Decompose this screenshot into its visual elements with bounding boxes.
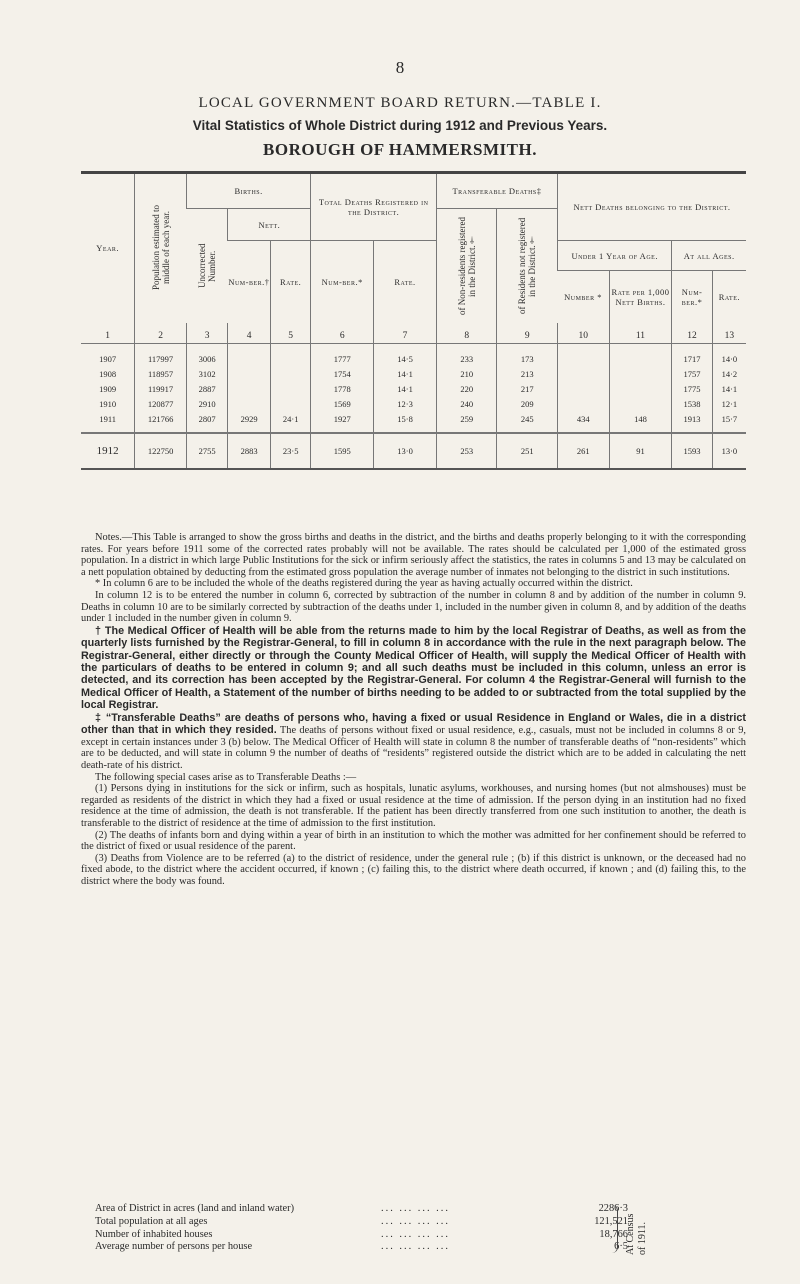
header-births-number: Num-ber.† xyxy=(228,276,270,287)
persons-per-house-value: 6·5 xyxy=(614,1241,628,1253)
report-subtitle: Vital Statistics of Whole District during 1912 and Previous Years. xyxy=(192,118,608,133)
population-value: 121,521 xyxy=(594,1215,628,1227)
persons-per-house-label: Average number of persons per house xyxy=(95,1241,253,1253)
population-label: Total population at all ages xyxy=(95,1215,208,1227)
table-row: 1911 121766 2807 2929 24·1 1927 15·8 259 245 434 148 1913 15·7 xyxy=(81,411,746,426)
header-under-1-year: Under 1 Year of Age. xyxy=(558,241,672,271)
note-paragraph-transferable: ‡ “Transferable Deaths” are deaths of persons who, having a fixed or usual Residence in England or Wales, die in a district other than that in which they resided. The deaths of persons without fixed or usual residence, e.g., casuals, must not be included in columns 8 or 9, except in certain instances under 3 (b) below. The Medical Officer of Health will state in column 8 the number of transferable deaths of “non-residents” which are to be deducted, and will state in column 9 the number of deaths of “residents” registered outside the district which are to be added in calculating the nett death-rate of his district. xyxy=(81,711,746,771)
table-row-1912: 1912 122750 2755 2883 23·5 1595 13·0 253 251 261 91 1593 13·0 xyxy=(81,433,746,469)
header-births: Births. xyxy=(186,173,310,209)
notes-section xyxy=(81,532,746,888)
header-all-ages: At all Ages. xyxy=(672,241,746,271)
census-brace xyxy=(611,1205,651,1255)
header-non-residents: of Non-residents registered in the District.† xyxy=(436,209,497,323)
area-value: 2286·3 xyxy=(598,1203,628,1214)
header-deaths-number: Num-ber.* xyxy=(311,241,374,323)
note-paragraph: In column 12 is to be entered the number in column 6, corrected by subtraction of the number in column 8 and by addition of the number in column 9. Deaths in column 10 are to be similarly corrected by subtraction of the deaths under 1, included in the number given in column 8, and by addition of the deaths under 1 included in the number given in column 9. xyxy=(81,589,746,625)
census-label: At Census of 1911. xyxy=(625,1213,648,1255)
header-total-deaths: Total Deaths Registered in the District. xyxy=(311,173,437,241)
table-row: 1907 117997 3006 1777 14·5 233 173 1717 14·0 xyxy=(81,351,746,366)
note-paragraph-bold: † The Medical Officer of Health will be able from the returns made to him by the local Registrar of Deaths, as well as from the quarterly lists furnished by the Registrar-General, to fill in column 8 in accordance with the rule in the next paragraph below. The Registrar-General, either directly or through the County Medical Officer of Health, will supply the Medical Officer of Health with the particulars of deaths to be entered in column 9; and all such deaths must be included in this column, unless an error is detected, and its correction has been accepted by the Registrar-General. For column 4 the Registrar-General will furnish to the Medical Officer of Health, a Statement of the number of births needing to be added to or subtracted from the total supplied by the local Registrar. xyxy=(81,624,746,712)
table-row: 1910 120877 2910 1569 12·3 240 209 1538 12·1 xyxy=(81,396,746,411)
note-paragraph: (1) Persons dying in institutions for the sick or infirm, such as hospitals, lunatic asylums, workhouses, and nursing homes (but not almshouses) must be regarded as residents of the district in which they had a fixed or usual residence at the time of admission. If the person dying in an institution had no fixed residence at the time of admission, the death is not transferable. If the patient has been directly transferred from one such institution to another, the death is transferable to the district of residence at the time of admission to the first institution. xyxy=(81,783,746,829)
page-number: 8 xyxy=(395,58,405,77)
header-residents-not: of Residents not registered in the District.† xyxy=(497,209,558,323)
note-paragraph: (2) The deaths of infants born and dying within a year of birth in an institution to which the mother was admitted for her confinement should be referred to the district of fixed or usual residence of the parent. xyxy=(81,829,746,853)
area-summary: Area of District in acres (land and inland water) ... ... ... ... 2286·3 Total population at all ages ... ... ... ... 121,521 Number of inhabited houses ... ... ... ... 18,766 Average number of persons per house ... ... ... ... 6·5 xyxy=(95,1203,628,1253)
header-uncorrected: Uncorrected Number. xyxy=(196,243,217,288)
brace-icon xyxy=(611,1205,618,1253)
area-label: Area of District in acres (land and inland water) xyxy=(95,1203,295,1214)
header-population: Population estimated to middle of each year. xyxy=(135,173,187,323)
header-deaths-rate: Rate. xyxy=(374,241,437,323)
note-paragraph: (3) Deaths from Violence are to be referred (a) to the district of residence, under the general rule ; (b) if this district is unknown, or the deceased had no fixed abode, to the district where the accident occurred, if known ; (c) failing this, to the district where death occurred, if known ; and (d) failing this, to the district where the body was found. xyxy=(81,852,746,887)
note-paragraph: The following special cases arise as to Transferable Deaths :— xyxy=(95,771,357,783)
header-births-rate: Rate. xyxy=(270,241,310,323)
report-title: LOCAL GOVERNMENT BOARD RETURN.—TABLE I. xyxy=(198,95,602,111)
header-under-1-number: Number * xyxy=(564,291,602,302)
header-all-number: Num-ber.* xyxy=(672,271,712,323)
note-paragraph: * In column 6 are to be included the whole of the deaths registered during the year as having actually occurred within the district. xyxy=(95,578,633,590)
header-nett-deaths: Nett Deaths belonging to the District. xyxy=(558,173,746,241)
houses-value: 18,766 xyxy=(599,1228,628,1240)
header-transferable: Transferable Deaths‡ xyxy=(436,173,557,209)
borough-title: BOROUGH OF HAMMERSMITH. xyxy=(263,140,537,159)
header-nett: Nett. xyxy=(228,209,311,241)
note-paragraph: Notes.—This Table is arranged to show the gross births and deaths in the district, and the births and deaths properly belonging to it with the corresponding rates. For years before 1911 some of the corrected rates probably will not be available. The rates should be calculated per 1,000 of the estimated gross population. In a district in which large Public Institutions for the sick or infirm seriously affect the statistics, the rates in columns 5 and 13 may be calculated on a nett population obtained by deducting from the estimated gross population the average number of inmates not belonging to the district in such institutions. xyxy=(81,532,746,578)
header-all-rate: Rate. xyxy=(712,271,746,323)
houses-label: Number of inhabited houses xyxy=(95,1228,213,1240)
vital-statistics-table xyxy=(81,171,746,470)
column-numbers-row: 1 2 3 4 5 6 7 8 9 10 11 12 13 xyxy=(81,323,746,344)
header-rate-per-1000: Rate per 1,000 Nett Births. xyxy=(609,271,672,323)
table-row: 1909 119917 2887 1778 14·1 220 217 1775 14·1 xyxy=(81,381,746,396)
header-year: Year. xyxy=(81,173,135,323)
table-row: 1908 118957 3102 1754 14·1 210 213 1757 14·2 xyxy=(81,366,746,381)
